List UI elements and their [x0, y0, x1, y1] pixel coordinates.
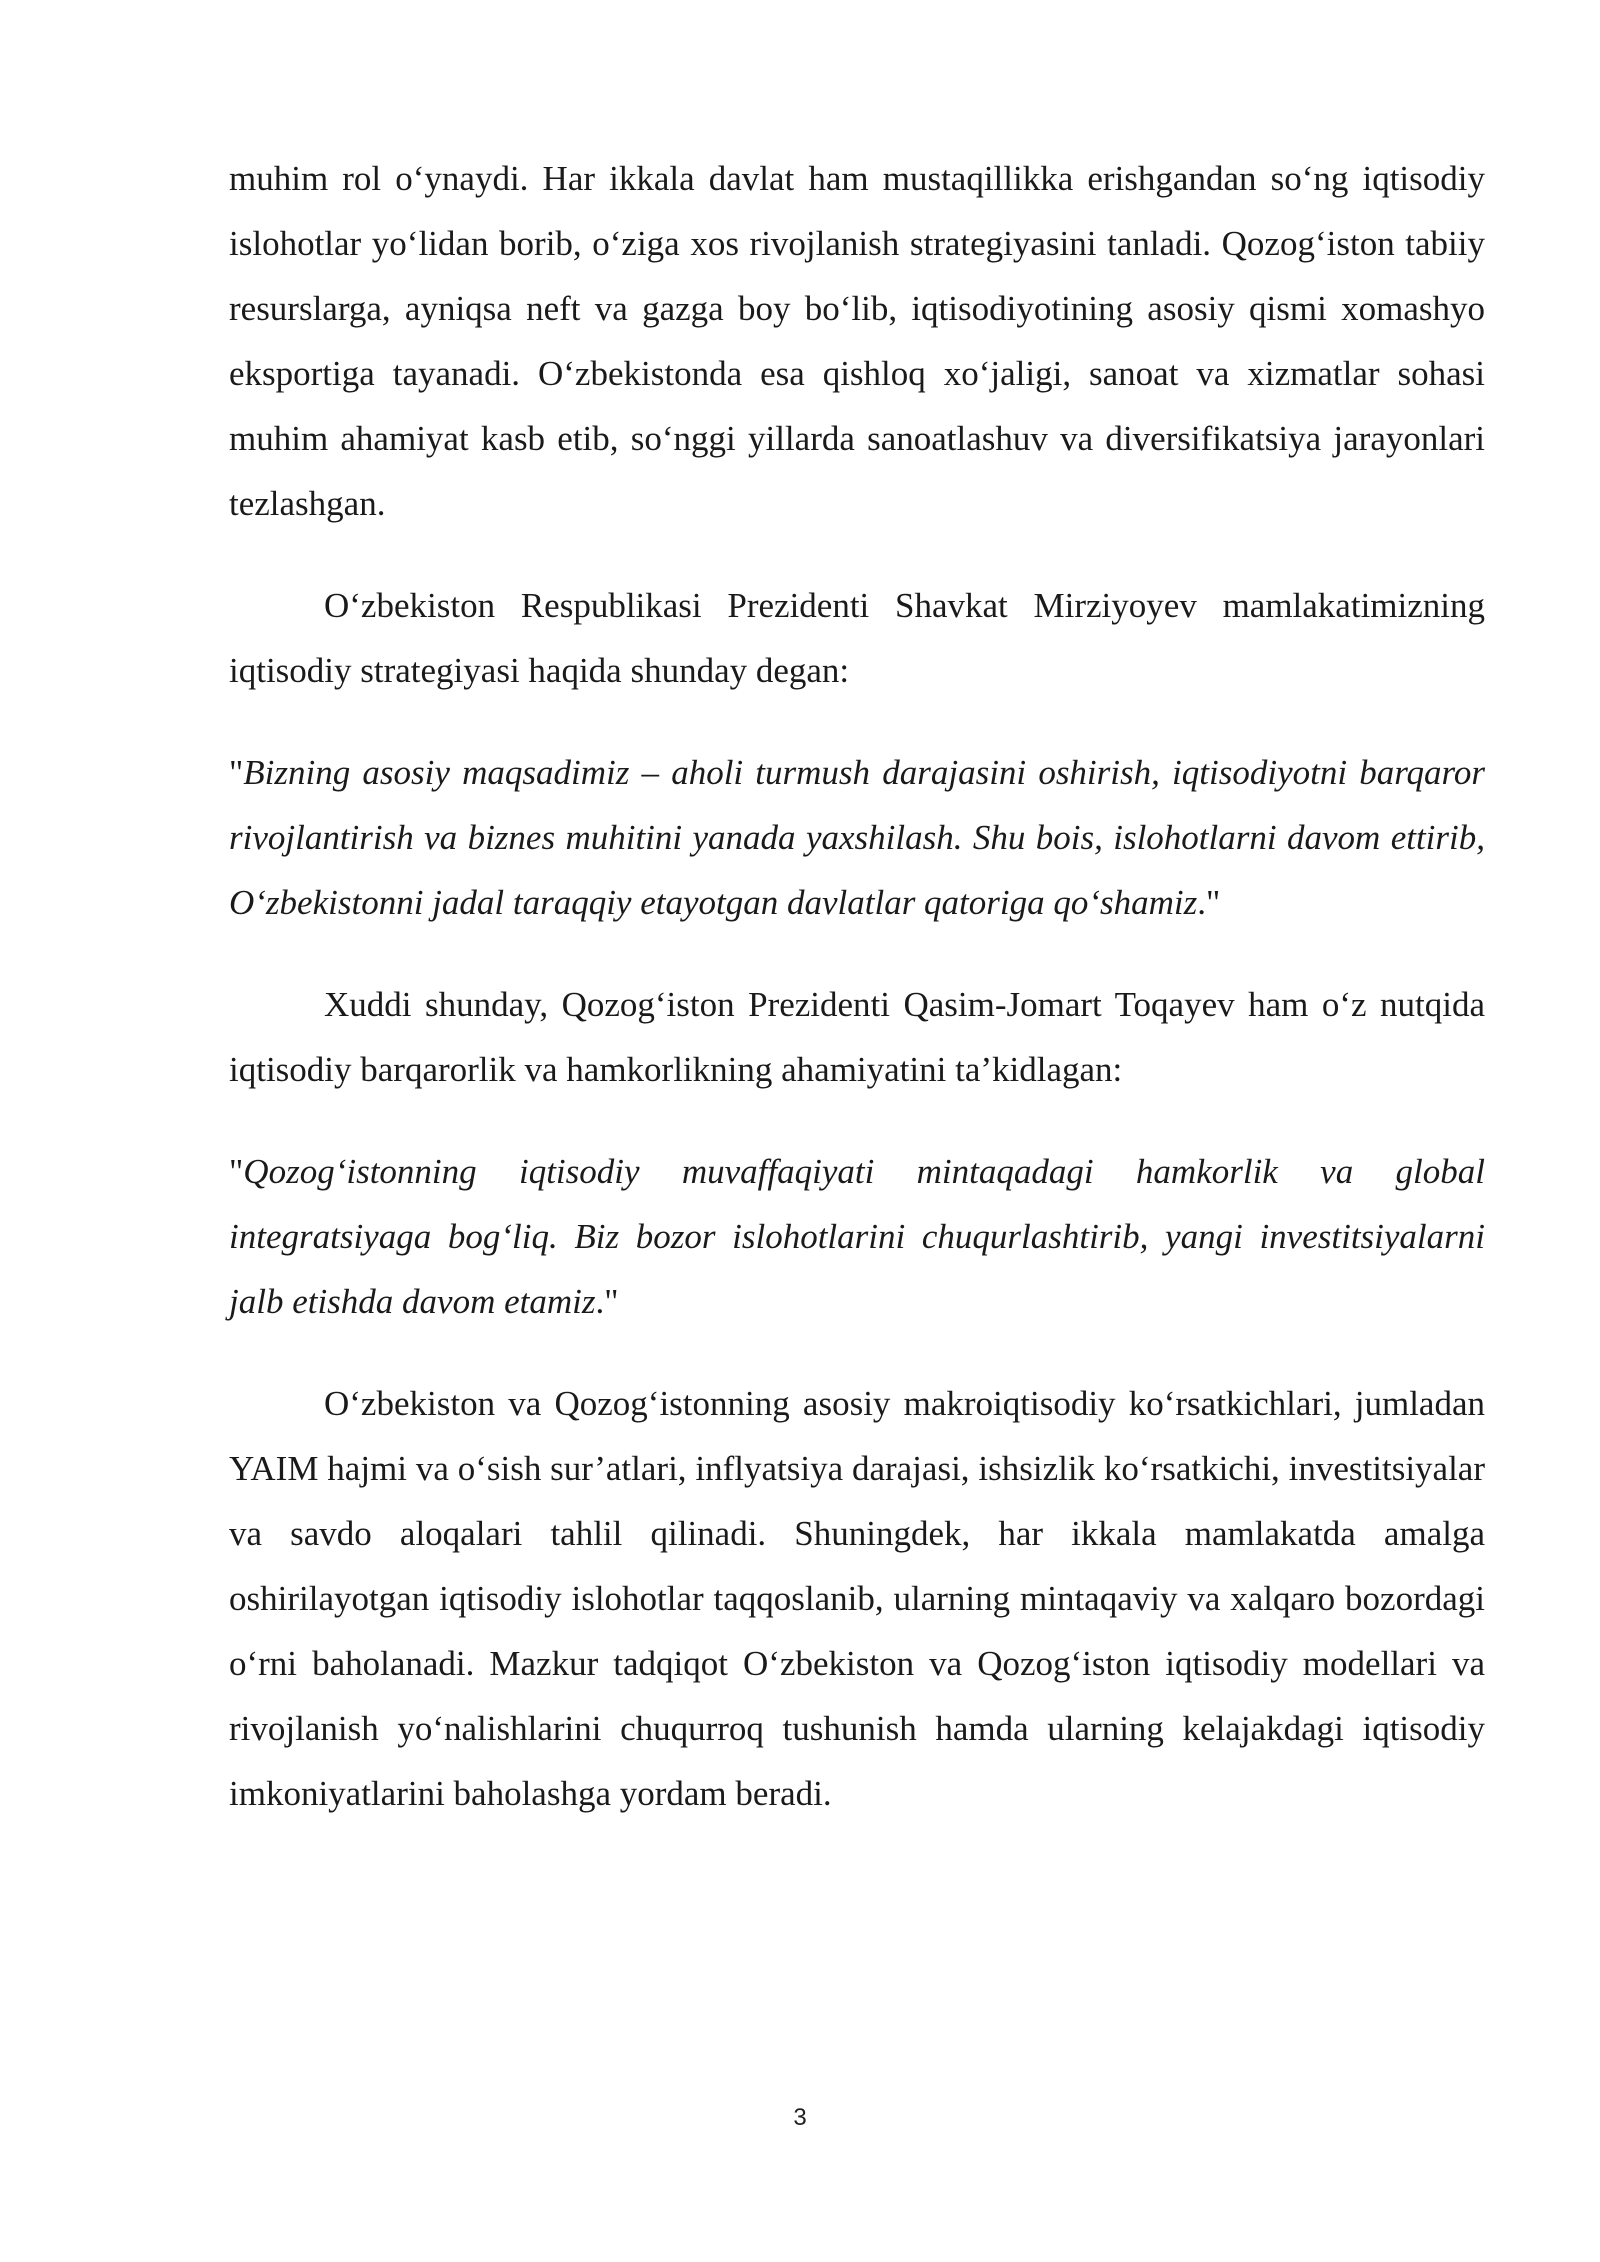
quote-open-mark: " [229, 1152, 244, 1191]
quote-mirziyoyev [229, 740, 1485, 935]
paragraph-indicators: O‘zbekiston va Qozog‘istonning asosiy makroiqtisodiy ko‘rsatkichlari, jumladan YAIM hajmi va o‘sish sur’atlari, inflyatsiya darajasi, ishsizlik ko‘rsatkichi, investitsiyalar va savdo aloqalari tahlil qilinadi. Shuningdek, har ikkala mamlakatda amalga oshirilayotgan iqtisodiy islohotlar taqqoslanib, ularning mintaqaviy va xalqaro bozordagi o‘rni baholanadi. Mazkur tadqiqot O‘zbekiston va Qozog‘iston iqtisodiy modellari va rivojlanish yo‘nalishlarini chuqurroq tushunish hamda ularning kelajakdagi iqtisodiy imkoniyatlarini baholashga yordam beradi. [229, 1384, 1485, 1813]
paragraph-toqayev-intro: Xuddi shunday, Qozog‘iston Prezidenti Qasim-Jomart Toqayev ham o‘z nutqida iqtisodiy barqarorlik va hamkorlikning ahamiyatini ta’kidlagan: [229, 985, 1485, 1089]
quote-close-mark: ." [595, 1282, 619, 1321]
quote-open-mark: " [229, 753, 244, 792]
quote-text: Qozog‘istonning iqtisodiy muvaffaqiyati mintaqadagi hamkorlik va global integratsiyaga bog‘liq. Biz bozor islohotlarini chuqurlashtirib, yangi investitsiyalarni jalb etishda davom etamiz [229, 1152, 1485, 1321]
quote-text: Bizning asosiy maqsadimiz – aholi turmush darajasini oshirish, iqtisodiyotni barqaror rivojlantirish va biznes muhitini yanada yaxshilash. Shu bois, islohotlarni davom ettirib, O‘zbekistonni jadal taraqqiy etayotgan davlatlar qatoriga qo‘shamiz [229, 753, 1485, 922]
page-number: 3 [793, 2104, 807, 2131]
quote-toqayev [229, 1139, 1485, 1334]
page-body [229, 146, 1485, 1826]
quote-close-mark: ." [1197, 883, 1221, 922]
paragraph-continuation: muhim rol o‘ynaydi. Har ikkala davlat ham mustaqillikka erishgandan so‘ng iqtisodiy islohotlar yo‘lidan borib, o‘ziga xos rivojlanish strategiyasini tanladi. Qozog‘iston tabiiy resurslarga, ayniqsa neft va gazga boy bo‘lib, iqtisodiyotining asosiy qismi xomashyo eksportiga tayanadi. O‘zbekistonda esa qishloq xo‘jaligi, sanoat va xizmatlar sohasi muhim ahamiyat kasb etib, so‘nggi yillarda sanoatlashuv va diversifikatsiya jarayonlari tezlashgan. [229, 159, 1485, 523]
paragraph-mirziyoyev-intro: O‘zbekiston Respublikasi Prezidenti Shavkat Mirziyoyev mamlakatimizning iqtisodiy strategiyasi haqida shunday degan: [229, 586, 1485, 690]
